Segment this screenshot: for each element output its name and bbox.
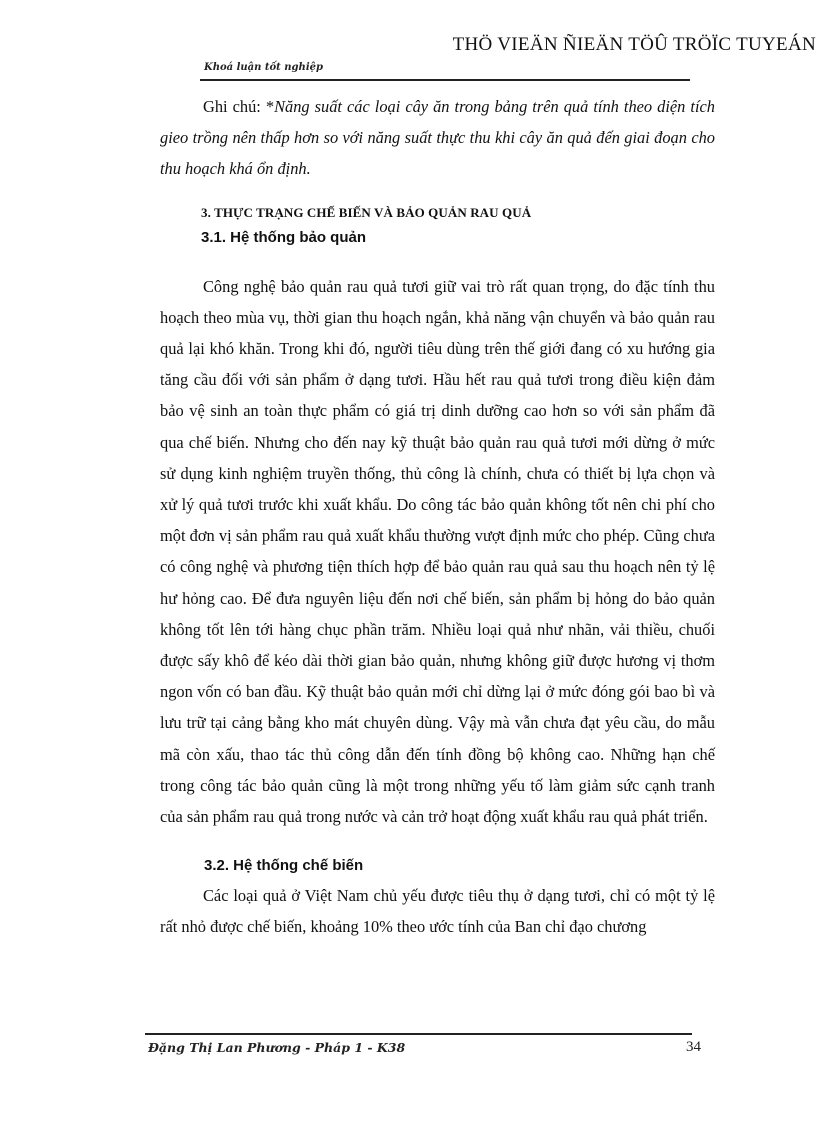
body-paragraph-3-1: Công nghệ bảo quản rau quả tươi giữ vai trò rất quan trọng, do đặc tính thu hoạch theo mùa vụ, thời gian thu hoạch ngắn, khả năng vận chuyển và bảo quản rau quả lại khó khăn. Trong khi đó, người tiêu dùng trên thế giới đang có xu hướng gia tăng cầu đối với sản phẩm ở dạng tươi. Hầu hết rau quả tươi trong điều kiện đảm bảo vệ sinh an toàn thực phẩm có giá trị dinh dưỡng cao hơn so với sản phẩm đã qua chế biến. Nhưng cho đến nay kỹ thuật bảo quản rau quả tươi mới dừng ở mức sử dụng kinh nghiệm truyền thống, thủ công là chính, chưa có thiết bị lựa chọn và xử lý quả tươi trước khi xuất khẩu. Do công tác bảo quản không tốt nên chi phí cho một đơn vị sản phẩm rau quả xuất khẩu thường vượt định mức cho phép. Cũng chưa có công nghệ và phương tiện thích hợp để bảo quản rau quả sau thu hoạch nên tỷ lệ hư hỏng cao. Để đưa nguyên liệu đến nơi chế biến, sản phẩm bị hỏng do bảo quản không tốt lên tới hàng chục phần trăm. Nhiều loại quả như nhãn, vải thiều, chuối được sấy khô để kéo dài thời gian bảo quản, nhưng không giữ được hương vị thơm ngon vốn có ban đầu. Kỹ thuật bảo quản mới chỉ dừng lại ở mức đóng gói bao bì và lưu trữ tại cảng bằng kho mát chuyên dùng. Vậy mà vẫn chưa đạt yêu cầu, do mẫu mã còn xấu, thao tác thủ công dẫn đến tính đồng bộ không cao. Những hạn chế trong công tác bảo quản cũng là một trong những yếu tố làm giảm sức cạnh tranh của sản phẩm rau quả trong nước và cản trở hoạt động xuất khẩu rau quả phát triển. [160, 276, 715, 827]
page-number: 34 [686, 1039, 701, 1055]
note-label: Ghi chú: * [203, 97, 275, 116]
header-rule [200, 79, 690, 81]
note-text: Năng suất các loại cây ăn trong bảng trên quả tính theo diện tích gieo trồng nên thấp hơn so với năng suất thực thu khi cây ăn quả đến giai đoạn cho thu hoạch khá ổn định. [160, 97, 715, 179]
note-paragraph [160, 91, 715, 185]
subsection-heading-3-1: 3.1. Hệ thống bảo quản [201, 228, 367, 246]
section-heading: 3. THỰC TRẠNG CHẾ BIẾN VÀ BẢO QUẢN RAU QUẢ [201, 204, 532, 220]
subsection-heading-3-2: 3.2. Hệ thống chế biến [204, 857, 364, 875]
header-label: Khoá luận tốt nghiệp [204, 62, 323, 73]
footer-author: Đặng Thị Lan Phương - Pháp 1 - K38 [148, 1040, 406, 1055]
body-paragraph-3-2: Các loại quả ở Việt Nam chủ yếu được tiêu thụ ở dạng tươi, chỉ có một tỷ lệ rất nhỏ được chế biến, khoảng 10% theo ước tính của Ban chỉ đạo chương [160, 886, 715, 937]
page-content [160, 91, 715, 943]
footer-rule [145, 1033, 692, 1035]
watermark-text: THÖ VIEÄN ÑIEÄN TÖÛ TRÖÏC TUYEÁN [452, 34, 816, 55]
